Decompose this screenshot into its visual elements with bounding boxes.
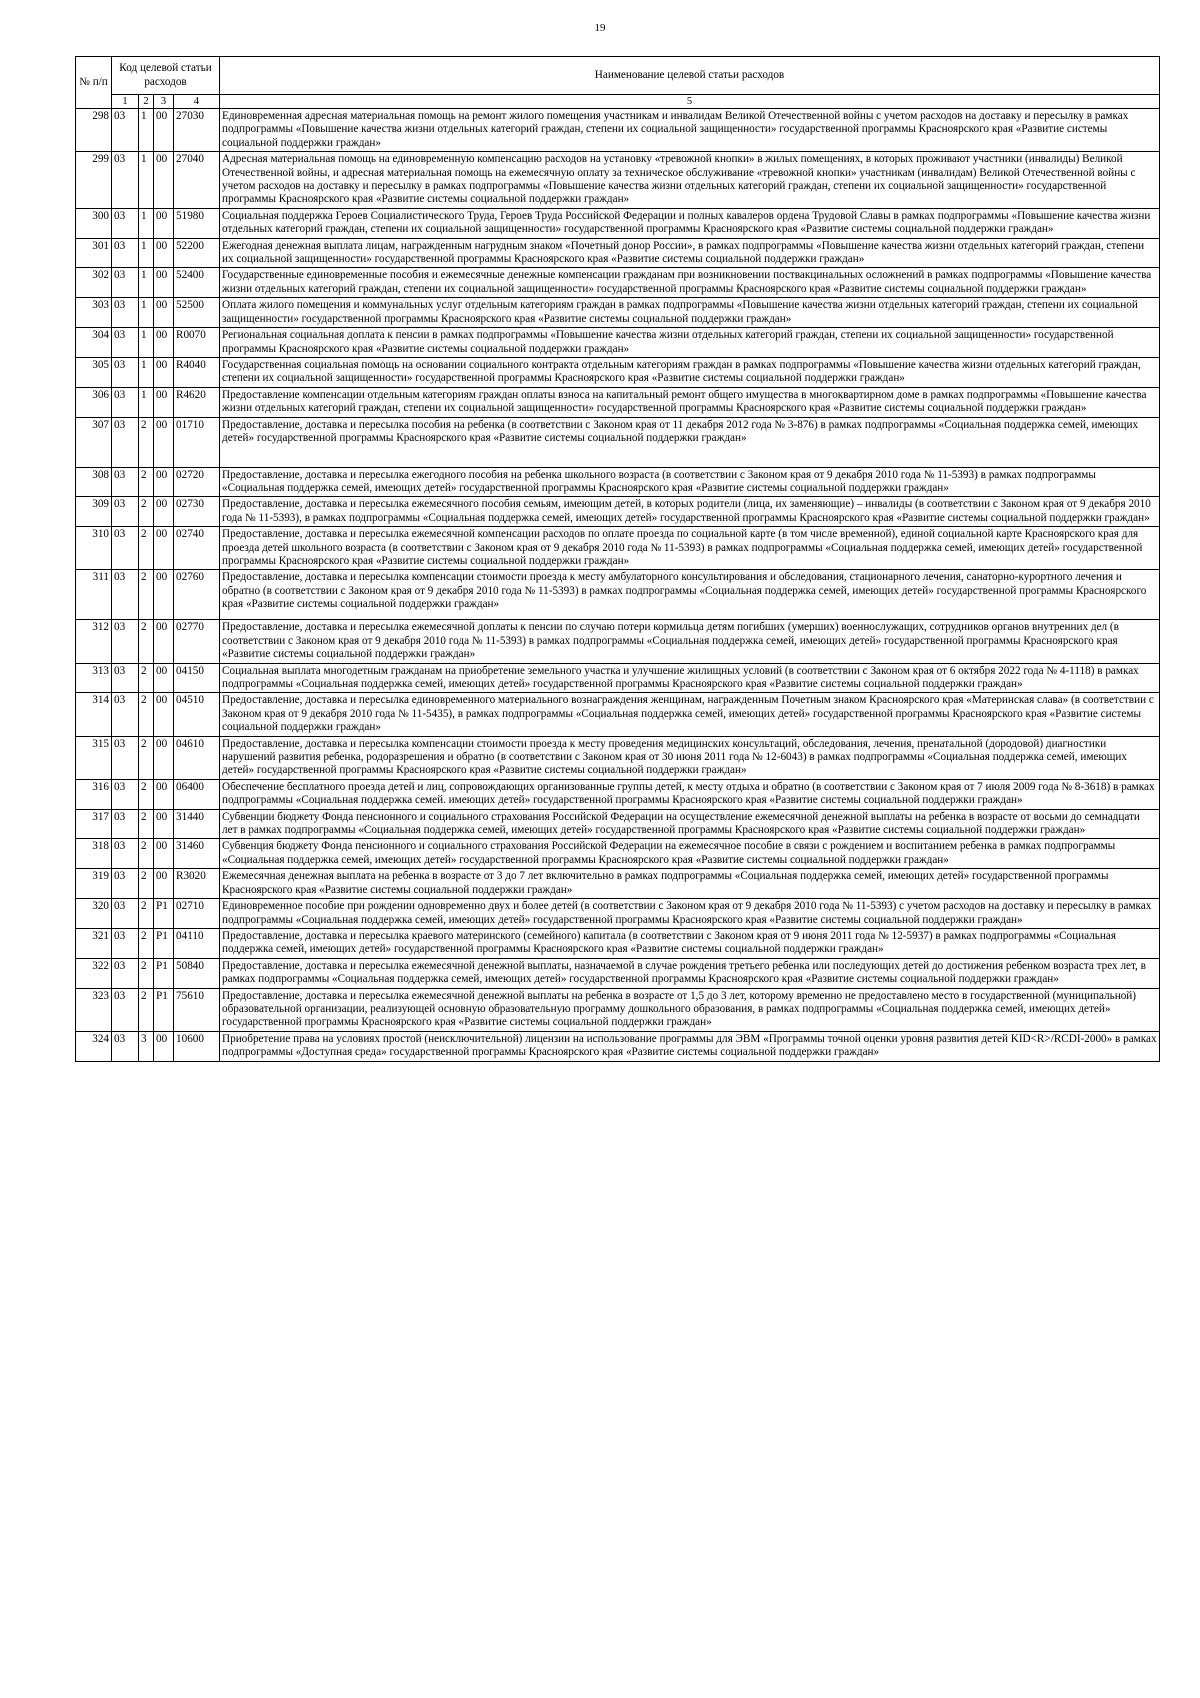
table-row — [76, 928, 1160, 958]
table-row — [76, 387, 1160, 417]
subheader-4: 4 — [174, 95, 220, 109]
code-direction-cell: 00 — [154, 268, 174, 298]
code-direction-cell: 00 — [154, 869, 174, 899]
code-expense-cell: 04110 — [174, 928, 220, 958]
row-number-cell: 298 — [76, 109, 112, 152]
expense-name-cell: Предоставление, доставка и пересылка краевого материнского (семейного) капитала (в соответствии с Законом края от 9 июня 2011 года № 12-5937) в рамках подпрограммы «Социальная поддержка семей, имеющих детей» государственной программы Красноярского края «Развитие системы социальной поддержки граждан» — [220, 928, 1160, 958]
table-row — [76, 809, 1160, 839]
table-row — [76, 736, 1160, 779]
row-number-cell: 306 — [76, 387, 112, 417]
code-subprogram-cell: 1 — [139, 387, 154, 417]
table-row — [76, 958, 1160, 988]
code-direction-cell: 00 — [154, 208, 174, 238]
row-number-cell: 303 — [76, 298, 112, 328]
code-expense-cell: 04610 — [174, 736, 220, 779]
expense-name-cell: Социальная поддержка Героев Социалистического Труда, Героев Труда Российской Федерации и полных кавалеров ордена Трудовой Славы в рамках подпрограммы «Повышение качества жизни отдельных категорий граждан, степени их социальной защищенности» государственной программы Красноярского края «Развитие системы социальной поддержки граждан» — [220, 208, 1160, 238]
expense-name-cell: Обеспечение бесплатного проезда детей и лиц, сопровождающих организованные группы детей, к месту отдыха и обратно (в соответствии с Законом края от 7 июля 2009 года № 8-3618) в рамках подпрограммы «Социальная поддержка семей. имеющих детей» государственной программы Красноярского края «Развитие системы социальной поддержки граждан» — [220, 779, 1160, 809]
code-direction-cell: 00 — [154, 779, 174, 809]
code-program-cell: 03 — [112, 467, 139, 497]
code-program-cell: 03 — [112, 736, 139, 779]
code-subprogram-cell: 2 — [139, 869, 154, 899]
code-subprogram-cell: 2 — [139, 570, 154, 620]
expense-name-cell: Государственная социальная помощь на основании социального контракта отдельным категориям граждан в рамках подпрограммы «Повышение качества жизни отдельных категорий граждан, степени их социальной защищенности» государственной программы Красноярского края «Развитие системы социальной поддержки граждан» — [220, 357, 1160, 387]
code-expense-cell: R3020 — [174, 869, 220, 899]
row-number-cell: 314 — [76, 693, 112, 736]
row-number-cell: 301 — [76, 238, 112, 268]
code-subprogram-cell: 2 — [139, 663, 154, 693]
code-expense-cell: 51980 — [174, 208, 220, 238]
code-expense-cell: 27040 — [174, 152, 220, 209]
code-direction-cell: 00 — [154, 238, 174, 268]
row-number-cell: 310 — [76, 527, 112, 570]
table-row — [76, 357, 1160, 387]
subheader-3: 3 — [154, 95, 174, 109]
table-row — [76, 109, 1160, 152]
subheader-2: 2 — [139, 95, 154, 109]
code-direction-cell: 00 — [154, 417, 174, 467]
code-program-cell: 03 — [112, 109, 139, 152]
code-subprogram-cell: 1 — [139, 238, 154, 268]
row-number-cell: 302 — [76, 268, 112, 298]
expense-name-cell: Предоставление, доставка и пересылка ежегодного пособия на ребенка школьного возраста (в соответствии с Законом края от 9 декабря 2010 года № 11-5393) в рамках подпрограммы «Социальная поддержка семей, имеющих детей» государственной программы Красноярского края «Развитие системы социальной поддержки граждан» — [220, 467, 1160, 497]
code-direction-cell: 00 — [154, 663, 174, 693]
table-row — [76, 497, 1160, 527]
row-number-cell: 308 — [76, 467, 112, 497]
code-direction-cell: 00 — [154, 497, 174, 527]
code-subprogram-cell: 2 — [139, 693, 154, 736]
code-direction-cell: 00 — [154, 387, 174, 417]
code-direction-cell: 00 — [154, 736, 174, 779]
code-subprogram-cell: 1 — [139, 298, 154, 328]
table-row — [76, 208, 1160, 238]
row-number-cell: 324 — [76, 1031, 112, 1061]
table-row — [76, 663, 1160, 693]
code-direction-cell: 00 — [154, 809, 174, 839]
code-expense-cell: 52200 — [174, 238, 220, 268]
code-program-cell: 03 — [112, 527, 139, 570]
code-subprogram-cell: 2 — [139, 736, 154, 779]
subheader-1: 1 — [112, 95, 139, 109]
table-row — [76, 839, 1160, 869]
code-program-cell: 03 — [112, 238, 139, 268]
row-number-cell: 312 — [76, 620, 112, 663]
code-program-cell: 03 — [112, 497, 139, 527]
code-direction-cell: P1 — [154, 958, 174, 988]
code-expense-cell: 50840 — [174, 958, 220, 988]
header-row-number: № п/п — [76, 57, 112, 109]
row-number-cell: 304 — [76, 328, 112, 358]
expense-name-cell: Единовременное пособие при рождении одновременно двух и более детей (в соответствии с Законом края от 9 декабря 2010 года № 11-5393) с учетом расходов на доставку и пересылку в рамках подпрограммы «Социальная поддержка семей, имеющих детей» государственной программы Красноярского края «Развитие системы социальной поддержки граждан» — [220, 899, 1160, 929]
code-subprogram-cell: 2 — [139, 497, 154, 527]
code-expense-cell: 52500 — [174, 298, 220, 328]
row-number-cell: 299 — [76, 152, 112, 209]
code-program-cell: 03 — [112, 152, 139, 209]
code-program-cell: 03 — [112, 1031, 139, 1061]
code-expense-cell: 02710 — [174, 899, 220, 929]
code-subprogram-cell: 1 — [139, 357, 154, 387]
code-subprogram-cell: 2 — [139, 527, 154, 570]
expense-name-cell: Региональная социальная доплата к пенсии в рамках подпрограммы «Повышение качества жизни отдельных категорий граждан, степени их социальной защищенности» государственной программы Красноярского края «Развитие системы социальной поддержки граждан» — [220, 328, 1160, 358]
table-row — [76, 693, 1160, 736]
table-row — [76, 238, 1160, 268]
row-number-cell: 322 — [76, 958, 112, 988]
code-program-cell: 03 — [112, 928, 139, 958]
code-expense-cell: 52400 — [174, 268, 220, 298]
code-program-cell: 03 — [112, 663, 139, 693]
subheader-5: 5 — [220, 95, 1160, 109]
code-subprogram-cell: 2 — [139, 620, 154, 663]
expense-name-cell: Социальная выплата многодетным гражданам на приобретение земельного участка и улучшение жилищных условий (в соответствии с Законом края от 6 октября 2022 года № 4-1118) в рамках подпрограммы «Социальная поддержка семей, имеющих детей» государственной программы Красноярского края «Развитие системы социальной поддержки граждан» — [220, 663, 1160, 693]
code-direction-cell: P1 — [154, 928, 174, 958]
table-row — [76, 467, 1160, 497]
code-subprogram-cell: 2 — [139, 928, 154, 958]
expense-name-cell: Предоставление, доставка и пересылка ежемесячной доплаты к пенсии по случаю потери кормильца детям погибших (умерших) военнослужащих, сотрудников органов внутренних дел (в соответствии с Законом края от 9 декабря 2010 года № 11-5393) в рамках подпрограммы «Социальная поддержка семей, имеющих детей» государственной программы Красноярского края «Развитие системы социальной поддержки граждан» — [220, 620, 1160, 663]
code-program-cell: 03 — [112, 988, 139, 1031]
expense-name-cell: Предоставление, доставка и пересылка ежемесячной денежной выплаты, назначаемой в случае рождения третьего ребенка или последующих детей до достижения ребенком возраста трех лет, в рамках подпрограммы «Социальная поддержка семей, имеющих детей» государственной программы Красноярского края «Развитие системы социальной поддержки граждан» — [220, 958, 1160, 988]
code-subprogram-cell: 2 — [139, 899, 154, 929]
code-expense-cell: 31460 — [174, 839, 220, 869]
code-direction-cell: 00 — [154, 298, 174, 328]
code-direction-cell: 00 — [154, 328, 174, 358]
expense-name-cell: Предоставление, доставка и пересылка компенсации стоимости проезда к месту амбулаторного консультирования и обследования, стационарного лечения, санаторно-курортного лечения и обратно (в соответствии с Законом края от 9 декабря 2010 года № 11-5393) в рамках подпрограммы «Социальная поддержка семей, имеющих детей» государственной программы Красноярского края «Развитие системы социальной поддержки граждан» — [220, 570, 1160, 620]
expense-name-cell: Приобретение права на условиях простой (неисключительной) лицензии на использование программы для ЭВМ «Программы точной оценки уровня развития детей KID<R>/RCDI-2000» в рамках подпрограммы «Доступная среда» государственной программы Красноярского края «Развитие системы социальной поддержки граждан» — [220, 1031, 1160, 1061]
code-program-cell: 03 — [112, 387, 139, 417]
row-number-cell: 320 — [76, 899, 112, 929]
table-row — [76, 527, 1160, 570]
row-number-cell: 321 — [76, 928, 112, 958]
code-program-cell: 03 — [112, 417, 139, 467]
expense-name-cell: Предоставление, доставка и пересылка ежемесячного пособия семьям, имеющим детей, в которых родители (лица, их заменяющие) – инвалиды (в соответствии с Законом края от 9 декабря 2010 года № 11-5393), в рамках подпрограммы «Социальная поддержка семей, имеющих детей» государственной программы Красноярского края «Развитие системы социальной поддержки граждан» — [220, 497, 1160, 527]
target-expense-table — [75, 56, 1160, 1062]
code-program-cell: 03 — [112, 328, 139, 358]
code-subprogram-cell: 1 — [139, 152, 154, 209]
table-row — [76, 1031, 1160, 1061]
table-row — [76, 779, 1160, 809]
expense-name-cell: Ежегодная денежная выплата лицам, награжденным нагрудным знаком «Почетный донор России», в рамках подпрограммы «Повышение качества жизни отдельных категорий граждан, степени их социальной защищенности» государственной программы Красноярского края «Развитие системы социальной поддержки граждан» — [220, 238, 1160, 268]
code-direction-cell: 00 — [154, 527, 174, 570]
code-subprogram-cell: 2 — [139, 779, 154, 809]
code-expense-cell: 01710 — [174, 417, 220, 467]
code-program-cell: 03 — [112, 809, 139, 839]
header-expense-name: Наименование целевой статьи расходов — [220, 57, 1160, 95]
code-program-cell: 03 — [112, 779, 139, 809]
expense-name-cell: Предоставление, доставка и пересылка компенсации стоимости проезда к месту проведения медицинских консультаций, обследования, лечения, пренатальной (дородовой) диагностики нарушений развития ребенка, родоразрешения и обратно (в соответствии с Законом края от 30 июня 2011 года № 12-6043) в рамках подпрограммы «Социальная поддержка семей, имеющих детей» государственной программы Красноярского края «Развитие системы социальной поддержки граждан» — [220, 736, 1160, 779]
row-number-cell: 300 — [76, 208, 112, 238]
code-program-cell: 03 — [112, 693, 139, 736]
table-row — [76, 328, 1160, 358]
code-expense-cell: 10600 — [174, 1031, 220, 1061]
table-row — [76, 152, 1160, 209]
row-number-cell: 311 — [76, 570, 112, 620]
row-number-cell: 316 — [76, 779, 112, 809]
code-subprogram-cell: 2 — [139, 839, 154, 869]
code-subprogram-cell: 1 — [139, 109, 154, 152]
code-direction-cell: 00 — [154, 1031, 174, 1061]
code-subprogram-cell: 1 — [139, 328, 154, 358]
expense-name-cell: Адресная материальная помощь на единовременную компенсацию расходов на установку «тревожной кнопки» в жилых помещениях, в которых проживают участники (инвалиды) Великой Отечественной войны, и адресная материальная помощь на ежемесячную оплату за техническое обслуживание «тревожной кнопки» участникам (инвалидам) Великой Отечественной войны с учетом расходов на доставку и пересылку в рамках подпрограммы «Повышение качества жизни отдельных категорий граждан, степени их социальной защищенности» государственной программы Красноярского края «Развитие системы социальной поддержки граждан» — [220, 152, 1160, 209]
code-program-cell: 03 — [112, 839, 139, 869]
code-direction-cell: 00 — [154, 152, 174, 209]
code-expense-cell: 75610 — [174, 988, 220, 1031]
code-expense-cell: R4620 — [174, 387, 220, 417]
code-expense-cell: 31440 — [174, 809, 220, 839]
code-subprogram-cell: 2 — [139, 417, 154, 467]
code-direction-cell: 00 — [154, 357, 174, 387]
code-expense-cell: R0070 — [174, 328, 220, 358]
expense-name-cell: Субвенция бюджету Фонда пенсионного и социального страхования Российской Федерации на ежемесячное пособие в связи с рождением и воспитанием ребенка в рамках подпрограммы «Социальная поддержка семей, имеющих детей» государственной программы Красноярского края «Развитие системы социальной поддержки граждан» — [220, 839, 1160, 869]
code-expense-cell: 04150 — [174, 663, 220, 693]
code-program-cell: 03 — [112, 298, 139, 328]
code-subprogram-cell: 2 — [139, 467, 154, 497]
code-subprogram-cell: 1 — [139, 268, 154, 298]
expense-name-cell: Оплата жилого помещения и коммунальных услуг отдельным категориям граждан в рамках подпрограммы «Повышение качества жизни отдельных категорий граждан, степени их социальной защищенности» государственной программы Красноярского края «Развитие системы социальной поддержки граждан» — [220, 298, 1160, 328]
expense-name-cell: Субвенции бюджету Фонда пенсионного и социального страхования Российской Федерации на осуществление ежемесячной денежной выплаты на ребенка в возрасте от восьми до семнадцати лет в рамках подпрограммы «Социальная поддержка семей, имеющих детей» государственной программы Красноярского края «Развитие системы социальной поддержки граждан» — [220, 809, 1160, 839]
header-expense-code: Код целевой статьи расходов — [112, 57, 220, 95]
row-number-cell: 309 — [76, 497, 112, 527]
code-program-cell: 03 — [112, 208, 139, 238]
code-expense-cell: 02720 — [174, 467, 220, 497]
expense-name-cell: Предоставление компенсации отдельным категориям граждан оплаты взноса на капитальный ремонт общего имущества в многоквартирном доме в рамках подпрограммы «Повышение качества жизни отдельных категорий граждан, степени их социальной защищенности» государственной программы Красноярского края «Развитие системы социальной поддержки граждан» — [220, 387, 1160, 417]
code-expense-cell: 06400 — [174, 779, 220, 809]
code-program-cell: 03 — [112, 869, 139, 899]
expense-name-cell: Предоставление, доставка и пересылка ежемесячной денежной выплаты на ребенка в возрасте от 1,5 до 3 лет, которому временно не предоставлено место в государственной (муниципальной) образовательной организации, реализующей основную образовательную программу дошкольного образования, в рамках подпрограммы «Социальная поддержка семей, имеющих детей» государственной программы Красноярского края «Развитие системы социальной поддержки граждан» — [220, 988, 1160, 1031]
row-number-cell: 307 — [76, 417, 112, 467]
expense-name-cell: Предоставление, доставка и пересылка пособия на ребенка (в соответствии с Законом края от 11 декабря 2012 года № 3-876) в рамках подпрограммы «Социальная поддержка семей, имеющих детей» государственной программы Красноярского края «Развитие системы социальной поддержки граждан» — [220, 417, 1160, 467]
code-program-cell: 03 — [112, 268, 139, 298]
table-row — [76, 620, 1160, 663]
code-expense-cell: 02770 — [174, 620, 220, 663]
code-expense-cell: 02740 — [174, 527, 220, 570]
code-subprogram-cell: 2 — [139, 988, 154, 1031]
code-expense-cell: 27030 — [174, 109, 220, 152]
code-program-cell: 03 — [112, 357, 139, 387]
code-direction-cell: 00 — [154, 467, 174, 497]
table-row — [76, 988, 1160, 1031]
code-program-cell: 03 — [112, 958, 139, 988]
code-direction-cell: 00 — [154, 570, 174, 620]
code-subprogram-cell: 2 — [139, 958, 154, 988]
expense-name-cell: Ежемесячная денежная выплата на ребенка в возрасте от 3 до 7 лет включительно в рамках подпрограммы «Социальная поддержка семей, имеющих детей» государственной программы Красноярского края «Развитие системы социальной поддержки граждан» — [220, 869, 1160, 899]
page-number: 19 — [594, 22, 606, 34]
code-direction-cell: 00 — [154, 839, 174, 869]
row-number-cell: 319 — [76, 869, 112, 899]
code-expense-cell: 02730 — [174, 497, 220, 527]
code-program-cell: 03 — [112, 620, 139, 663]
row-number-cell: 323 — [76, 988, 112, 1031]
code-program-cell: 03 — [112, 570, 139, 620]
code-subprogram-cell: 3 — [139, 1031, 154, 1061]
code-direction-cell: 00 — [154, 109, 174, 152]
code-expense-cell: 04510 — [174, 693, 220, 736]
table-row — [76, 899, 1160, 929]
table-row — [76, 869, 1160, 899]
table-row — [76, 417, 1160, 467]
expense-name-cell: Предоставление, доставка и пересылка единовременного материального вознаграждения женщинам, награжденным Почетным знаком Красноярского края «Материнская слава» (в соответствии с Законом края от 9 декабря 2010 года № 11-5435), в рамках подпрограммы «Социальная поддержка семей, имеющих детей» государственной программы Красноярского края «Развитие системы социальной поддержки граждан» — [220, 693, 1160, 736]
table-row — [76, 570, 1160, 620]
code-expense-cell: R4040 — [174, 357, 220, 387]
row-number-cell: 318 — [76, 839, 112, 869]
code-direction-cell: 00 — [154, 620, 174, 663]
code-subprogram-cell: 2 — [139, 809, 154, 839]
code-direction-cell: 00 — [154, 693, 174, 736]
row-number-cell: 313 — [76, 663, 112, 693]
row-number-cell: 317 — [76, 809, 112, 839]
expense-name-cell: Единовременная адресная материальная помощь на ремонт жилого помещения участникам и инвалидам Великой Отечественной войны с учетом расходов на доставку и пересылку в рамках подпрограммы «Повышение качества жизни отдельных категорий граждан, степени их социальной защищенности» государственной программы Красноярского края «Развитие системы социальной поддержки граждан» — [220, 109, 1160, 152]
expense-name-cell: Государственные единовременные пособия и ежемесячные денежные компенсации гражданам при возникновении поствакцинальных осложнений в рамках подпрограммы «Повышение качества жизни отдельных категорий граждан, степени их социальной защищенности» государственной программы Красноярского края «Развитие системы социальной поддержки граждан» — [220, 268, 1160, 298]
table-body — [76, 109, 1160, 1062]
code-direction-cell: P1 — [154, 899, 174, 929]
code-expense-cell: 02760 — [174, 570, 220, 620]
table-row — [76, 298, 1160, 328]
expense-name-cell: Предоставление, доставка и пересылка ежемесячной компенсации расходов по оплате проезда по социальной карте (в том числе временной), единой социальной карте Красноярского края для проезда детей школьного возраста (в соответствии с Законом края от 9 декабря 2010 года № 11-5393) в рамках подпрограммы «Социальная поддержка семей, имеющих детей» государственной программы Красноярского края «Развитие системы социальной поддержки граждан» — [220, 527, 1160, 570]
row-number-cell: 305 — [76, 357, 112, 387]
table-row — [76, 268, 1160, 298]
code-subprogram-cell: 1 — [139, 208, 154, 238]
code-program-cell: 03 — [112, 899, 139, 929]
code-direction-cell: P1 — [154, 988, 174, 1031]
row-number-cell: 315 — [76, 736, 112, 779]
